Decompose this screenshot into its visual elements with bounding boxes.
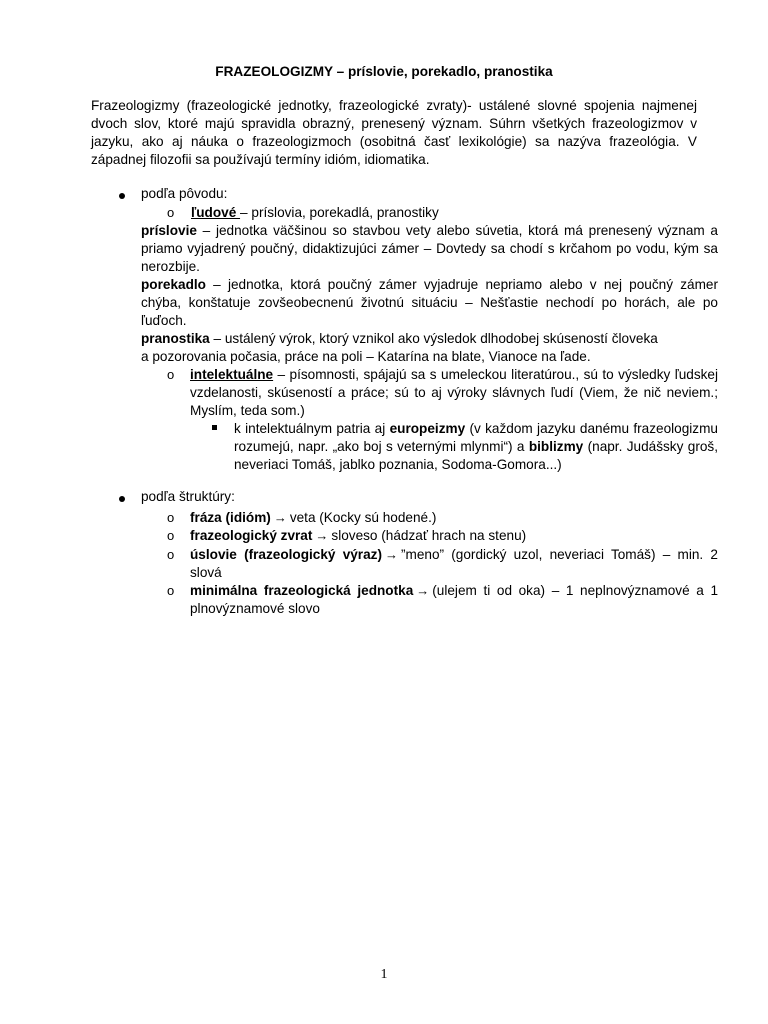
structure-item (190, 546, 718, 582)
structure-rest: veta (Kocky sú hodené.) (289, 510, 437, 525)
structure-term: minimálna frazeologická jednotka (190, 583, 414, 598)
weather-definition (141, 330, 718, 366)
folk-term: ľudové (191, 205, 241, 220)
structure-rest: sloveso (hádzať hrach na stenu) (331, 528, 527, 543)
folk-item (191, 204, 439, 222)
sub-text-3: (napr. Judášsky groš, neveriaci Tomáš, jablko poznania, Sodoma-Gomora...) (234, 439, 718, 472)
origin-heading: podľa pôvodu: (141, 186, 228, 201)
saying-text: – jednotka, ktorá poučný zámer vyjadruje nepriamo alebo v nej poučný zámer chýba, konštatuje zovšeobecnenú životnú situáciu – Nešťastie nechodí po horách, ale po ľuďoch. (141, 277, 718, 328)
intellectual-term: intelektuálne (190, 367, 274, 382)
structure-item (190, 509, 718, 527)
right-arrow-icon: → (273, 510, 287, 525)
structure-heading: podľa štruktúry: (141, 489, 235, 504)
structure-item (190, 582, 718, 618)
circle-bullet-icon: o (167, 510, 175, 525)
intellectual-text: – písomnosti, spájajú sa s umeleckou literatúrou., sú to výsledky ľudskej vzdelanosti, skúseností a práce; sú to aj výroky slávnych ľudí (Viem, že nič neviem.; Myslím, teda som.) (190, 367, 718, 418)
proverb-text: – jednotka väčšinou so stavbou vety alebo súvetia, ktorá má prenesený význam a priamo vyjadrený poučný, didaktizujúci zámer – Dovtedy sa chodí s krčahom po vodu, kým sa nerozbije. (141, 223, 718, 274)
biblizmy-term: biblizmy (528, 439, 584, 454)
weather-line1: – ustálený výrok, ktorý vznikol ako výsledok dlhodobej skúseností človeka (209, 331, 658, 346)
circle-bullet-icon: o (167, 547, 175, 562)
right-arrow-icon: → (416, 583, 430, 598)
weather-term: pranostika (141, 331, 210, 346)
saying-definition (141, 276, 718, 330)
right-arrow-icon: → (384, 547, 398, 562)
saying-term: porekadlo (141, 277, 206, 292)
intellectual-item (190, 366, 718, 420)
bullet-icon (119, 193, 125, 199)
intellectual-subitem (234, 420, 718, 474)
structure-rest: (ulejem ti od oka) – 1 neplnovýznamové a 1 plnovýznamové slovo (190, 583, 719, 616)
circle-bullet-icon: o (167, 528, 175, 543)
structure-item (190, 527, 718, 545)
square-bullet-icon (212, 425, 217, 430)
page-number: 1 (380, 967, 388, 982)
proverb-definition (141, 222, 718, 276)
structure-term: fráza (idióm) (190, 510, 271, 525)
weather-line2: a pozorovania počasia, práce na poli – Katarína na blate, Vianoce na ľade. (141, 349, 591, 364)
circle-bullet-icon: o (167, 205, 175, 220)
proverb-term: príslovie (141, 223, 197, 238)
sub-text-2: (v každom jazyku danému frazeologizmu rozumejú, napr. „ako boj s veternými mlynmi“) a (234, 421, 718, 454)
right-arrow-icon: → (315, 528, 329, 543)
structure-term: úslovie (frazeologický výraz) (190, 547, 382, 562)
europeizmy-term: europeizmy (389, 421, 466, 436)
structure-rest: ”meno” (gordický uzol, neveriaci Tomáš) – min. 2 slová (190, 547, 718, 580)
page-title: FRAZEOLOGIZMY – príslovie, porekadlo, pranostika (215, 64, 553, 79)
intro-paragraph: Frazeologizmy (frazeologické jednotky, frazeologické zvraty)- ustálené slovné spojenia najmenej dvoch slov, ktoré majú spravidla obrazný, prenesený význam. Súhrn všetkých frazeologizmov v jazyku, ako aj náuka o frazeologizmoch (osobitná časť lexikológie) sa nazýva frazeológia. V západnej filozofii sa používajú termíny idióm, idiomatika. (91, 98, 697, 167)
sub-text-1: k intelektuálnym patria aj (234, 421, 390, 436)
circle-bullet-icon: o (167, 367, 175, 382)
bullet-icon (119, 496, 125, 502)
circle-bullet-icon: o (167, 583, 175, 598)
folk-rest: – príslovia, porekadlá, pranostiky (240, 205, 439, 220)
structure-term: frazeologický zvrat (190, 528, 313, 543)
